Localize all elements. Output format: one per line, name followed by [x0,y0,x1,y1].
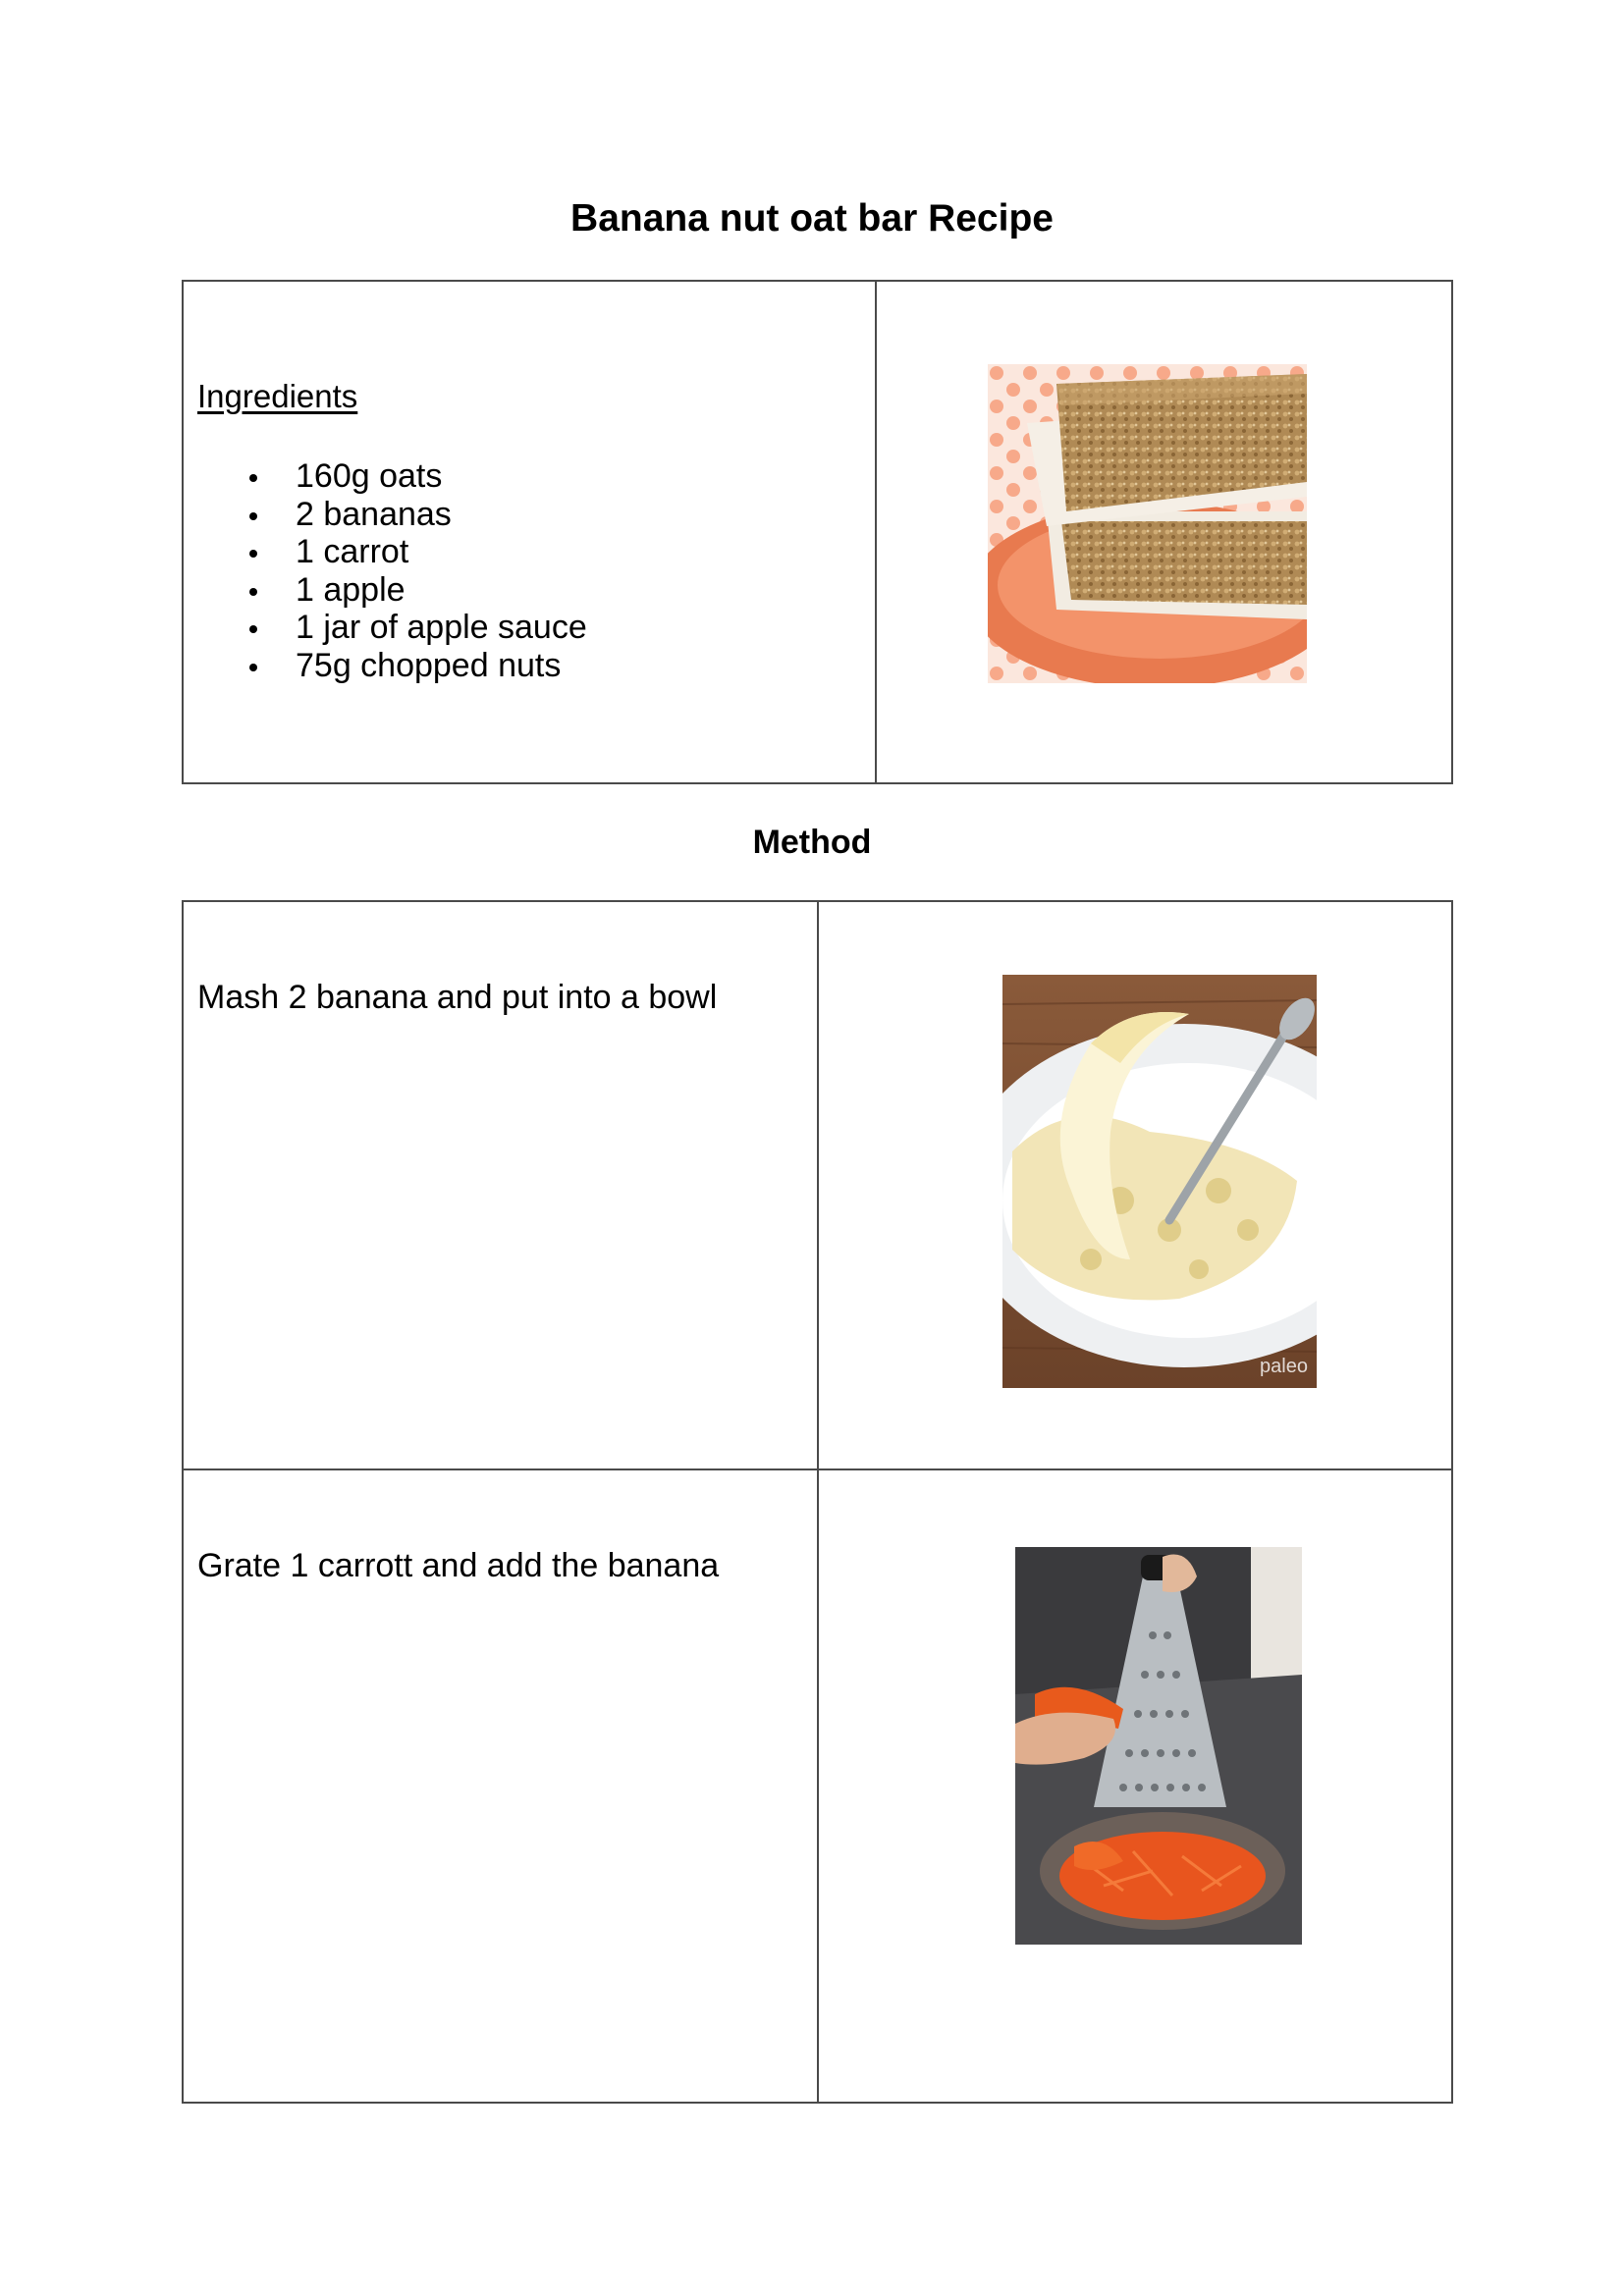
oat-bar-photo-icon [988,364,1307,683]
page-title: Banana nut oat bar Recipe [570,197,1054,240]
method-step-1-text: Mash 2 banana and put into a bowl [197,979,718,1016]
ingredients-list [197,457,587,685]
list-item: 2 bananas [197,496,587,534]
list-item: 75g chopped nuts [197,647,587,685]
list-item: 1 apple [197,571,587,610]
list-item: 1 carrot [197,533,587,571]
method-row-divider [182,1468,1453,1470]
ingredients-table-divider [875,280,877,784]
method-table-divider [817,900,819,2104]
list-item: 1 jar of apple sauce [197,609,587,647]
list-item: 160g oats [197,457,587,496]
method-step-2-text: Grate 1 carrott and add the banana [197,1547,720,1584]
grated-carrot-photo-icon [1015,1547,1302,1945]
method-heading: Method [752,824,872,861]
ingredients-heading: Ingredients [197,378,358,414]
paleo-watermark: paleo [1260,1356,1308,1377]
mashed-banana-photo-icon [1002,975,1317,1388]
